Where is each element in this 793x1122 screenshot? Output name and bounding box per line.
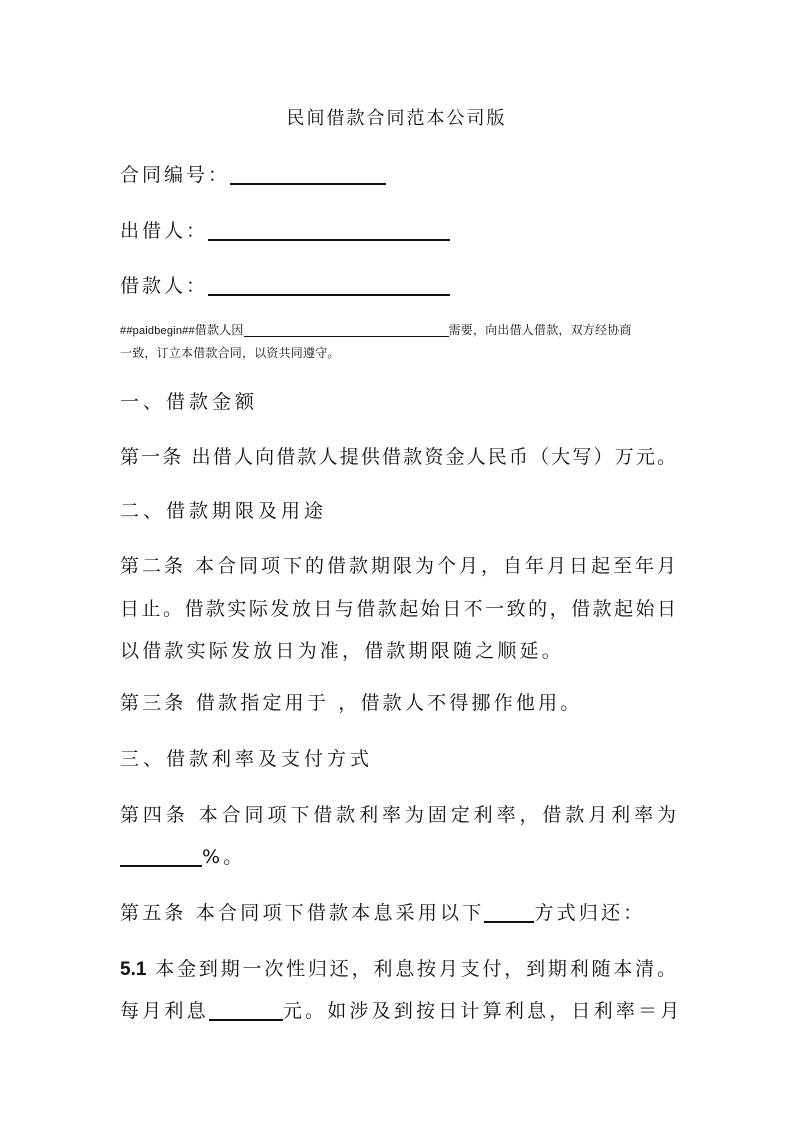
article-5-suffix: 方式归还： <box>534 902 646 924</box>
contract-number-field <box>120 160 386 187</box>
monthly-interest-blank <box>209 999 283 1021</box>
article-2-line-1: 第二条 本合同项下的借款期限为个月，自年月日起至年月 <box>120 555 676 577</box>
intro-paragraph <box>120 319 676 364</box>
intro-text-a: 借款人因 <box>194 323 244 337</box>
item-5-1-line-2 <box>120 996 682 1023</box>
lender-blank <box>208 219 450 241</box>
borrower-field <box>120 271 450 298</box>
borrower-blank <box>208 274 450 296</box>
item-5-1-number: 5.1 <box>120 959 147 980</box>
article-5 <box>120 898 645 925</box>
article-2-line-2: 日止。借款实际发放日与借款起始日不一致的，借款起始日 <box>120 598 676 620</box>
item-5-1-line-1 <box>120 954 676 981</box>
contract-number-blank <box>230 163 386 185</box>
article-3: 第三条 借款指定用于 ，借款人不得挪作他用。 <box>120 692 583 714</box>
lender-label: 出借人： <box>120 220 209 242</box>
article-2-line-3: 以借款实际发放日为准，借款期限随之顺延。 <box>120 640 565 662</box>
intro-line-1 <box>120 319 676 342</box>
section-heading-loan-amount: 一、借款金额 <box>120 391 259 413</box>
repayment-method-blank <box>484 901 534 923</box>
intro-text-b: 需要，向出借人借款，双方经协商 <box>448 323 632 337</box>
article-5-prefix: 第五条 本合同项下借款本息采用以下 <box>120 902 485 924</box>
borrower-label: 借款人： <box>120 275 209 297</box>
lender-field <box>120 216 450 243</box>
section-heading-term-purpose: 二、借款期限及用途 <box>120 500 328 522</box>
paid-marker: ##paidbegin## <box>120 325 195 337</box>
percent-suffix: %。 <box>202 846 246 868</box>
article-4-line-1: 第四条 本合同项下借款利率为固定利率，借款月利率为 <box>120 804 676 826</box>
monthly-interest-prefix: 每月利息 <box>120 1000 209 1022</box>
monthly-interest-suffix: 元。如涉及到按日计算利息，日利率＝月 <box>282 1000 683 1022</box>
contract-number-label: 合同编号： <box>120 164 231 186</box>
purpose-blank <box>244 323 449 337</box>
item-5-1-text: 本金到期一次性归还，利息按月支付，到期利随本清。 <box>146 958 676 980</box>
article-1: 第一条 出借人向借款人提供借款资金人民币（大写）万元。 <box>120 446 676 468</box>
intro-line-2: 一致，订立本借款合同，以资共同遵守。 <box>120 346 340 360</box>
article-4-line-2 <box>120 842 245 869</box>
section-heading-interest-payment: 三、借款利率及支付方式 <box>120 748 374 770</box>
monthly-rate-blank <box>120 845 202 867</box>
document-title: 民间借款合同范本公司版 <box>286 108 507 129</box>
